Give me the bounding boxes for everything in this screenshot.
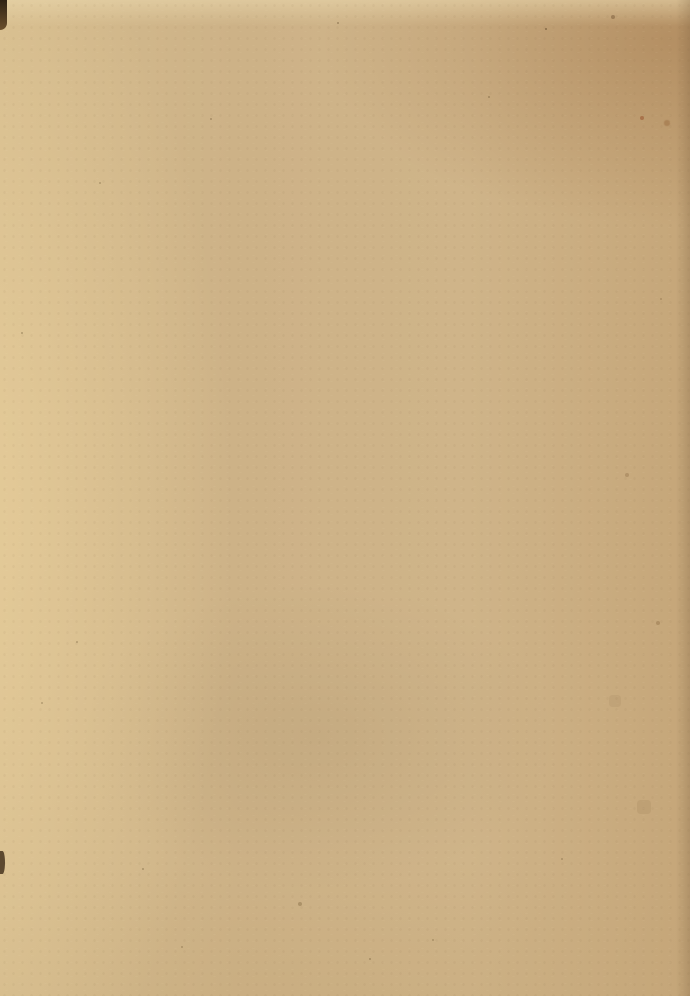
body-text-column	[78, 84, 525, 146]
tapered-text-block	[78, 115, 525, 146]
gutter-text-fragments	[0, 0, 22, 996]
justified-text-block	[78, 84, 525, 115]
body-line-tapered	[100, 115, 525, 146]
body-line	[78, 84, 525, 115]
